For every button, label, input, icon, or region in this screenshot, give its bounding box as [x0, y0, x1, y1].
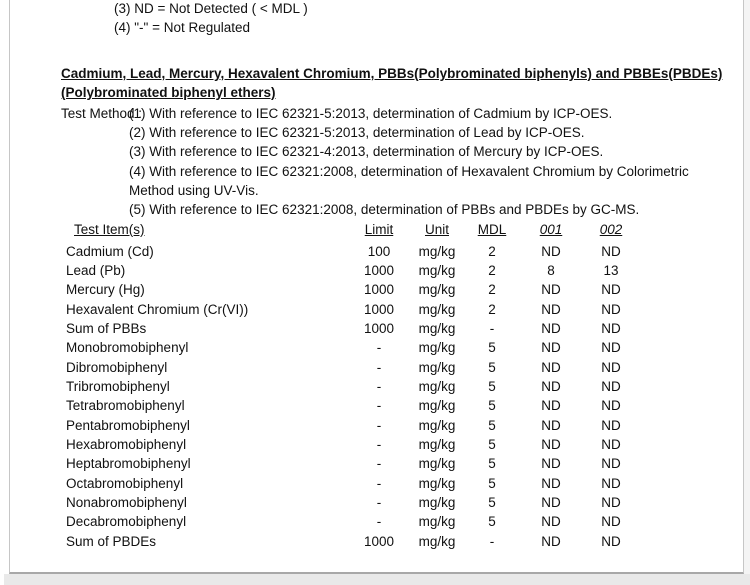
- table-row-cadmium: Cadmium (Cd) 100 mg/kg 2 ND ND: [66, 243, 621, 259]
- column-header-sample-002: 002: [599, 221, 623, 237]
- table-row-nonabromobiphenyl: Nonabromobiphenyl - mg/kg 5 ND ND: [66, 494, 621, 510]
- test-method-block: [61, 104, 743, 220]
- test-method-item-2: (2) With reference to IEC 62321-5:2013, determination of Lead by ICP-OES.: [129, 125, 585, 141]
- results-table-body: [10, 242, 743, 551]
- table-row-pentabromobiphenyl: Pentabromobiphenyl - mg/kg 5 ND ND: [66, 417, 621, 433]
- section-heading: [61, 64, 743, 103]
- note-nd-definition: (3) ND = Not Detected ( < MDL ): [114, 0, 308, 16]
- page-outside-right-background: [744, 0, 750, 574]
- report-page: [9, 0, 744, 574]
- column-header-mdl: MDL: [477, 221, 507, 237]
- column-header-sample-001: 001: [539, 221, 563, 237]
- table-row-sum-of-pbdes: Sum of PBDEs 1000 mg/kg - ND ND: [66, 533, 621, 549]
- section-heading-line2: (Polybrominated biphenyl ethers): [61, 84, 276, 100]
- table-row-decabromobiphenyl: Decabromobiphenyl - mg/kg 5 ND ND: [66, 514, 621, 530]
- table-row-tetrabromobiphenyl: Tetrabromobiphenyl - mg/kg 5 ND ND: [66, 398, 621, 414]
- table-row-mercury: Mercury (Hg) 1000 mg/kg 2 ND ND: [66, 282, 621, 298]
- test-method-item-3: (3) With reference to IEC 62321-4:2013, determination of Mercury by ICP-OES.: [129, 144, 604, 160]
- footnotes-block: [114, 0, 743, 37]
- column-header-test-items: Test Item(s): [74, 221, 145, 237]
- section-heading-line1: Cadmium, Lead, Mercury, Hexavalent Chromium, PBBs(Polybrominated biphenyls) and PBBEs(PBDEs): [61, 65, 723, 81]
- results-table: [10, 220, 743, 551]
- test-method-label: Test Method :: [61, 105, 143, 121]
- table-row-hexavalent-chromium: Hexavalent Chromium (Cr(VI)) 1000 mg/kg 2 ND ND: [66, 301, 621, 317]
- test-method-item-5: (5) With reference to IEC 62321:2008, determination of PBBs and PBDEs by GC-MS.: [129, 202, 640, 218]
- note-dash-definition: (4) "-" = Not Regulated: [114, 19, 251, 35]
- test-method-item-4: (4) With reference to IEC 62321:2008, determination of Hexavalent Chromium by Colorimetric: [129, 163, 689, 179]
- table-row-monobromobiphenyl: Monobromobiphenyl - mg/kg 5 ND ND: [66, 340, 621, 356]
- table-row-heptabromobiphenyl: Heptabromobiphenyl - mg/kg 5 ND ND: [66, 456, 621, 472]
- table-row-hexabromobiphenyl: Hexabromobiphenyl - mg/kg 5 ND ND: [66, 436, 621, 452]
- table-row-octabromobiphenyl: Octabromobiphenyl - mg/kg 5 ND ND: [66, 475, 621, 491]
- column-header-limit: Limit: [364, 221, 394, 237]
- table-row-sum-of-pbbs: Sum of PBBs 1000 mg/kg - ND ND: [66, 320, 621, 336]
- table-row-lead: Lead (Pb) 1000 mg/kg 2 8 13: [66, 262, 619, 278]
- results-table-header-row: [10, 220, 743, 239]
- table-row-dibromobiphenyl: Dibromobiphenyl - mg/kg 5 ND ND: [66, 359, 621, 375]
- column-header-unit: Unit: [424, 221, 449, 237]
- test-method-list: [129, 104, 689, 220]
- table-row-tribromobiphenyl: Tribromobiphenyl - mg/kg 5 ND ND: [66, 378, 621, 394]
- test-method-item-1: (1) With reference to IEC 62321-5:2013, determination of Cadmium by ICP-OES.: [129, 105, 613, 121]
- test-method-item-4-continued: Method using UV-Vis.: [129, 183, 259, 199]
- page-bottom-shadow: [4, 574, 750, 585]
